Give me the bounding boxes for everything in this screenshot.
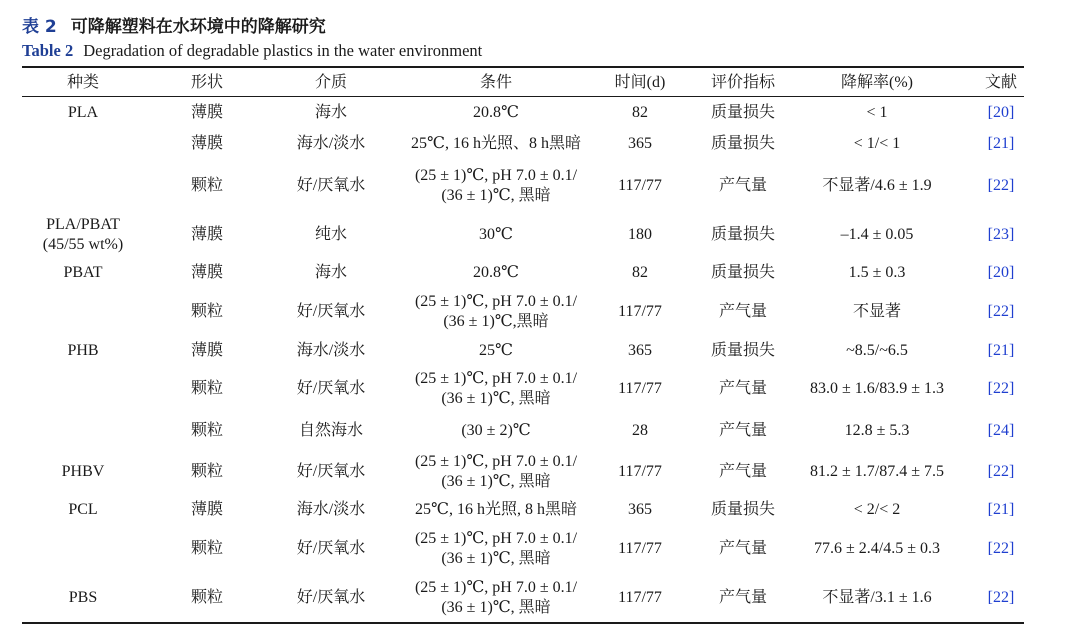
cell-line: [22] — [987, 589, 1015, 606]
cell-rate — [849, 263, 906, 283]
cell-reference[interactable] — [988, 462, 1015, 482]
cell-condition — [415, 166, 577, 206]
cell-line: 颗粒 — [190, 463, 224, 480]
cell-line: 薄膜 — [190, 264, 224, 281]
cell-medium — [297, 302, 365, 322]
cell-shape — [191, 462, 223, 482]
cell-line-2: (36 ± 1)℃,黑暗 — [443, 313, 549, 330]
cell-reference[interactable] — [988, 588, 1015, 608]
cell-condition — [415, 452, 577, 492]
cell-line: [22] — [987, 380, 1015, 397]
cell-line-2: (45/55 wt%) — [42, 236, 124, 253]
cell-line: (25 ± 1)℃, pH 7.0 ± 0.1/ — [414, 453, 578, 470]
cell-line: 质量损失 — [710, 342, 776, 359]
cell-time — [618, 462, 662, 482]
cell-line: 1.5 ± 0.3 — [848, 264, 906, 281]
cell-shape — [191, 539, 223, 559]
cell-line: [21] — [987, 501, 1015, 518]
cell-line: [21] — [987, 342, 1015, 359]
cell-line: 颗粒 — [190, 589, 224, 606]
table-header-rule — [22, 96, 1024, 97]
cell-line: (25 ± 1)℃, pH 7.0 ± 0.1/ — [414, 293, 578, 310]
cell-line: 好/厌氧水 — [296, 540, 366, 557]
cell-line: 自然海水 — [298, 422, 364, 439]
header-rate: 降解率(%) — [841, 74, 913, 91]
cell-indicator — [719, 302, 767, 322]
cell-rate — [845, 421, 910, 441]
cell-type — [43, 215, 123, 255]
cell-line: (25 ± 1)℃, pH 7.0 ± 0.1/ — [414, 167, 578, 184]
caption-cn-label: 表 2 — [22, 17, 57, 37]
cell-line: [20] — [987, 104, 1015, 121]
cell-line: 产气量 — [718, 303, 768, 320]
cell-line: 产气量 — [718, 177, 768, 194]
cell-line: 25℃, 16 h光照, 8 h黑暗 — [415, 501, 577, 518]
cell-rate — [853, 302, 901, 322]
cell-shape — [191, 225, 223, 245]
cell-medium — [297, 176, 365, 196]
cell-indicator — [719, 462, 767, 482]
cell-rate — [814, 539, 940, 559]
header-type: 种类 — [66, 74, 100, 91]
cell-line: 海水/淡水 — [296, 135, 366, 152]
cell-line: 薄膜 — [190, 226, 224, 243]
header-indicator: 评价指标 — [710, 74, 776, 91]
cell-line: 117/77 — [618, 303, 662, 320]
cell-reference[interactable] — [988, 341, 1015, 361]
cell-line: 83.0 ± 1.6/83.9 ± 1.3 — [809, 380, 945, 397]
cell-line: 365 — [628, 135, 652, 152]
cell-line: –1.4 ± 0.05 — [840, 226, 914, 243]
header-shape: 形状 — [190, 74, 224, 91]
cell-condition — [415, 529, 577, 569]
cell-line: 产气量 — [718, 589, 768, 606]
cell-line: 81.2 ± 1.7/87.4 ± 7.5 — [809, 463, 945, 480]
cell-line: 30℃ — [479, 226, 513, 243]
cell-reference[interactable] — [988, 421, 1015, 441]
cell-line: 117/77 — [618, 589, 662, 606]
cell-line: 117/77 — [618, 380, 662, 397]
cell-line: 薄膜 — [190, 135, 224, 152]
cell-line: 颗粒 — [190, 422, 224, 439]
cell-medium — [297, 539, 365, 559]
cell-line: 365 — [628, 501, 652, 518]
cell-rate — [822, 176, 931, 196]
cell-line: 好/厌氧水 — [296, 380, 366, 397]
cell-indicator — [719, 539, 767, 559]
cell-type — [68, 103, 98, 123]
cell-line: [22] — [987, 177, 1015, 194]
cell-line: 颗粒 — [190, 380, 224, 397]
cell-condition — [479, 225, 513, 245]
cell-line: 好/厌氧水 — [296, 463, 366, 480]
cell-line: 28 — [632, 422, 648, 439]
cell-line: (25 ± 1)℃, pH 7.0 ± 0.1/ — [414, 370, 578, 387]
cell-line: (30 ± 2)℃ — [461, 422, 531, 439]
cell-line: 薄膜 — [190, 501, 224, 518]
cell-rate — [866, 103, 887, 123]
cell-line: 质量损失 — [710, 226, 776, 243]
cell-rate — [854, 134, 901, 154]
cell-medium — [297, 134, 365, 154]
cell-indicator — [711, 341, 775, 361]
cell-shape — [191, 341, 223, 361]
cell-reference[interactable] — [988, 302, 1015, 322]
table-caption-en — [22, 41, 482, 61]
cell-condition — [415, 369, 577, 409]
cell-line: 海水/淡水 — [296, 342, 366, 359]
cell-line: 117/77 — [618, 177, 662, 194]
cell-type — [67, 341, 98, 361]
cell-rate — [841, 225, 914, 245]
cell-line: 海水 — [314, 104, 348, 121]
cell-type — [69, 588, 97, 608]
cell-condition — [411, 134, 581, 154]
cell-reference[interactable] — [988, 379, 1015, 399]
cell-indicator — [719, 588, 767, 608]
cell-shape — [191, 263, 223, 283]
cell-shape — [191, 302, 223, 322]
header-time: 时间(d) — [614, 74, 666, 91]
cell-time — [628, 225, 652, 245]
cell-rate — [822, 588, 931, 608]
cell-line: 20.8℃ — [473, 104, 519, 121]
cell-indicator — [711, 263, 775, 283]
cell-shape — [191, 176, 223, 196]
cell-indicator — [711, 500, 775, 520]
cell-line: 25℃, 16 h光照、8 h黑暗 — [411, 135, 581, 152]
cell-line-2: (36 ± 1)℃, 黑暗 — [441, 187, 551, 204]
cell-line: 产气量 — [718, 380, 768, 397]
cell-shape — [191, 588, 223, 608]
cell-indicator — [719, 379, 767, 399]
cell-line: 薄膜 — [190, 342, 224, 359]
cell-line: ~8.5/~6.5 — [846, 342, 908, 359]
cell-time — [618, 539, 662, 559]
cell-line: PBAT — [63, 264, 103, 281]
cell-line: 82 — [632, 104, 648, 121]
table-top-rule — [22, 66, 1024, 68]
cell-line: PBS — [68, 589, 98, 606]
cell-shape — [191, 421, 223, 441]
cell-line: 纯水 — [314, 226, 348, 243]
cell-indicator — [719, 421, 767, 441]
cell-line: 质量损失 — [710, 501, 776, 518]
cell-time — [628, 341, 652, 361]
cell-line: 质量损失 — [710, 264, 776, 281]
cell-line: 不显著/3.1 ± 1.6 — [822, 589, 932, 606]
cell-line: PHBV — [61, 463, 105, 480]
cell-medium — [315, 103, 347, 123]
cell-line: < 2/< 2 — [853, 501, 901, 518]
cell-rate — [810, 462, 944, 482]
header-medium: 介质 — [314, 74, 348, 91]
cell-line: (25 ± 1)℃, pH 7.0 ± 0.1/ — [414, 579, 578, 596]
cell-time — [628, 134, 652, 154]
cell-line: 产气量 — [718, 422, 768, 439]
cell-line: [20] — [987, 264, 1015, 281]
cell-line: 颗粒 — [190, 303, 224, 320]
cell-line: 好/厌氧水 — [296, 177, 366, 194]
cell-line: 好/厌氧水 — [296, 303, 366, 320]
cell-time — [632, 103, 648, 123]
cell-rate — [846, 341, 908, 361]
cell-condition — [473, 263, 519, 283]
cell-line: [21] — [987, 135, 1015, 152]
caption-cn-title: 可降解塑料在水环境中的降解研究 — [70, 17, 326, 37]
cell-indicator — [711, 134, 775, 154]
cell-line: 薄膜 — [190, 104, 224, 121]
cell-condition — [415, 292, 577, 332]
cell-line: (25 ± 1)℃, pH 7.0 ± 0.1/ — [414, 530, 578, 547]
cell-line-2: (36 ± 1)℃, 黑暗 — [441, 390, 551, 407]
cell-line: [22] — [987, 303, 1015, 320]
cell-condition — [473, 103, 519, 123]
cell-time — [618, 379, 662, 399]
cell-reference[interactable] — [988, 225, 1015, 245]
cell-indicator — [719, 176, 767, 196]
cell-time — [618, 176, 662, 196]
cell-line: PHB — [67, 342, 99, 359]
cell-medium — [297, 588, 365, 608]
header-condition: 条件 — [479, 74, 513, 91]
cell-shape — [191, 134, 223, 154]
cell-reference[interactable] — [988, 500, 1015, 520]
cell-line: PCL — [68, 501, 98, 518]
caption-en-title: Degradation of degradable plastics in the water environment — [83, 41, 483, 60]
header-reference: 文献 — [984, 74, 1018, 91]
cell-rate — [854, 500, 901, 520]
cell-line: 海水 — [314, 264, 348, 281]
cell-line: 82 — [632, 264, 648, 281]
cell-medium — [297, 462, 365, 482]
cell-condition — [415, 578, 577, 618]
cell-rate — [810, 379, 944, 399]
cell-reference[interactable] — [988, 134, 1015, 154]
cell-type — [63, 263, 102, 283]
cell-line: PLA/PBAT — [46, 216, 120, 233]
cell-line: 117/77 — [618, 463, 662, 480]
cell-condition — [479, 341, 513, 361]
cell-line: 颗粒 — [190, 540, 224, 557]
cell-line: 365 — [628, 342, 652, 359]
cell-line: [24] — [987, 422, 1015, 439]
cell-line: < 1/< 1 — [853, 135, 901, 152]
cell-line: 25℃ — [479, 342, 513, 359]
cell-time — [632, 421, 648, 441]
table-bottom-rule — [22, 622, 1024, 624]
cell-medium — [297, 341, 365, 361]
cell-condition — [461, 421, 530, 441]
cell-indicator — [711, 103, 775, 123]
cell-line: 质量损失 — [710, 104, 776, 121]
cell-line: 不显著 — [852, 303, 902, 320]
cell-condition — [415, 500, 577, 520]
cell-line: PLA — [67, 104, 99, 121]
cell-shape — [191, 103, 223, 123]
cell-medium — [299, 421, 363, 441]
table-caption-cn — [22, 12, 326, 37]
cell-time — [618, 302, 662, 322]
cell-type — [68, 500, 97, 520]
cell-line: 117/77 — [618, 540, 662, 557]
cell-reference[interactable] — [988, 539, 1015, 559]
cell-line: [22] — [987, 540, 1015, 557]
cell-line-2: (36 ± 1)℃, 黑暗 — [441, 550, 551, 567]
cell-line: 不显著/4.6 ± 1.9 — [822, 177, 932, 194]
cell-line: 77.6 ± 2.4/4.5 ± 0.3 — [813, 540, 941, 557]
cell-shape — [191, 500, 223, 520]
cell-medium — [297, 500, 365, 520]
caption-en-label: Table 2 — [22, 41, 74, 60]
cell-line: [22] — [987, 463, 1015, 480]
cell-line: 20.8℃ — [473, 264, 519, 281]
cell-line: 产气量 — [718, 463, 768, 480]
cell-time — [628, 500, 652, 520]
cell-line: [23] — [987, 226, 1015, 243]
cell-reference[interactable] — [988, 263, 1015, 283]
cell-medium — [297, 379, 365, 399]
cell-reference[interactable] — [988, 176, 1015, 196]
cell-line: 产气量 — [718, 540, 768, 557]
cell-line: 质量损失 — [710, 135, 776, 152]
cell-time — [632, 263, 648, 283]
cell-line: 颗粒 — [190, 177, 224, 194]
cell-line-2: (36 ± 1)℃, 黑暗 — [441, 473, 551, 490]
cell-indicator — [711, 225, 775, 245]
cell-line: 好/厌氧水 — [296, 589, 366, 606]
cell-line: 12.8 ± 5.3 — [844, 422, 910, 439]
cell-line-2: (36 ± 1)℃, 黑暗 — [441, 599, 551, 616]
cell-line: < 1 — [866, 104, 888, 121]
cell-type — [62, 462, 105, 482]
cell-medium — [315, 263, 347, 283]
cell-reference[interactable] — [988, 103, 1015, 123]
cell-time — [618, 588, 662, 608]
cell-line: 海水/淡水 — [296, 501, 366, 518]
cell-shape — [191, 379, 223, 399]
cell-medium — [315, 225, 347, 245]
cell-line: 180 — [628, 226, 652, 243]
